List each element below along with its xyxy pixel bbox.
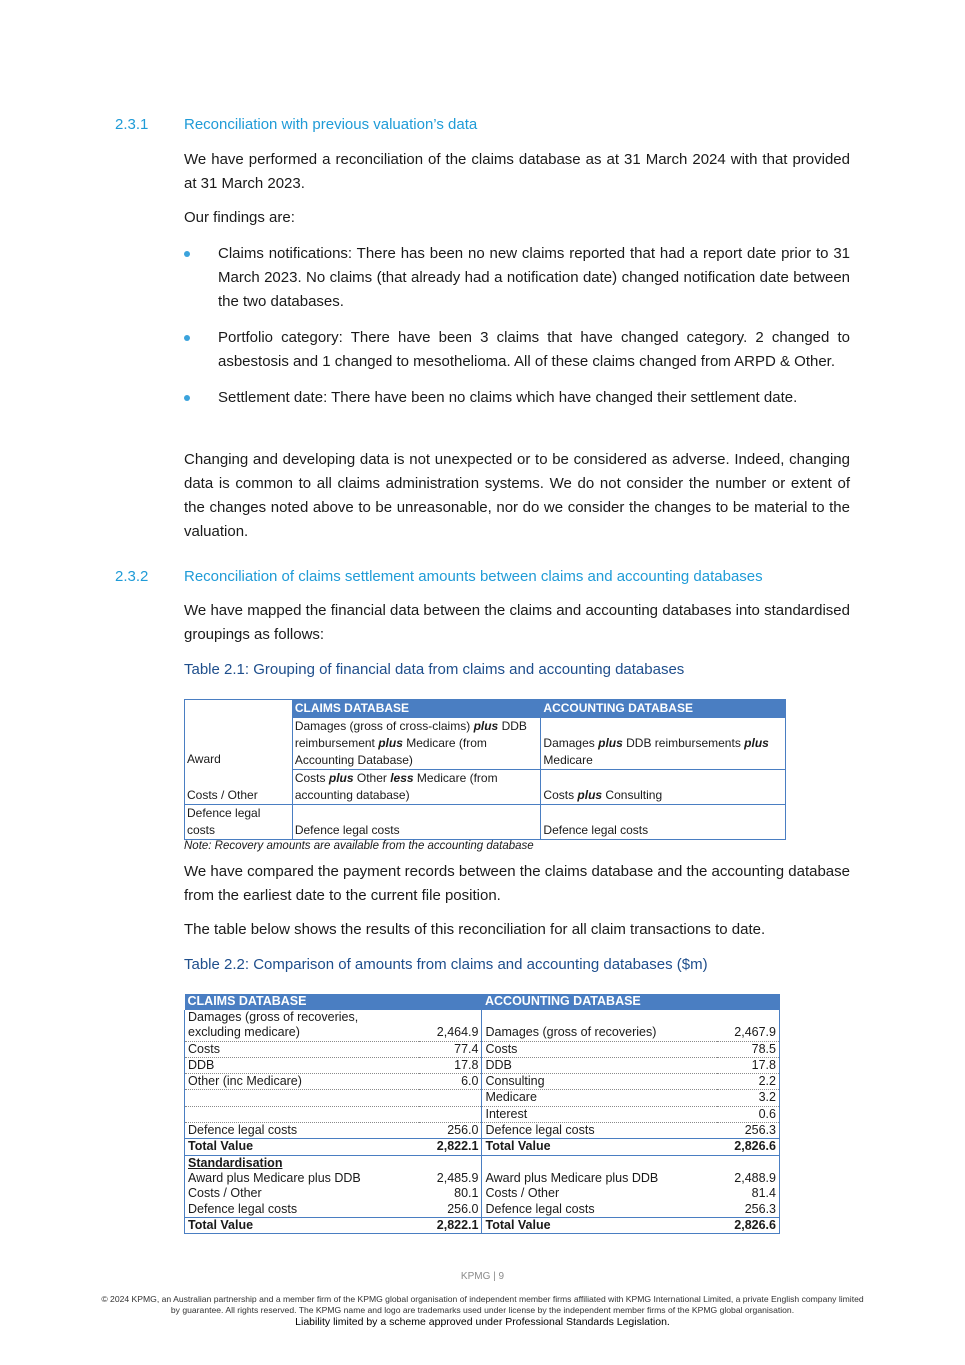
total-row: Total Value 2,822.1 Total Value 2,826.6 [185,1217,780,1233]
table-row: Costs 77.4 Costs 78.5 [185,1041,780,1057]
liability-notice: Liability limited by a scheme approved under Professional Standards Legislation. [295,1316,670,1328]
group-costs-other: Costs / Other [185,770,293,805]
section-title: Reconciliation with previous valuation’s data [184,116,478,133]
comparison-table [184,994,780,1234]
table-row [185,805,786,840]
list-item: Settlement date: There have been no claims which have changed their settlement date. [184,386,850,410]
section-title: Reconciliation of claims settlement amounts between claims and accounting databases [184,568,763,585]
table-row: Costs / Other 80.1 Costs / Other 81.4 [185,1186,780,1201]
list-item: Claims notifications: There has been no new claims reported that had a report date prior to 31 March 2023. No claims (that already had a notification date) changed notification date between the two databases. [184,242,850,314]
copyright-notice: © 2024 KPMG, an Australian partnership and a member firm of the KPMG global organisation of independent member firms affiliated with KPMG International Limited, a private English company limited by guarantee. All rights reserved. The KPMG name and logo are trademarks used under license by the independent member firms of the KPMG global organisation. [101,1294,864,1315]
group-defence: Defence legal costs [185,805,293,840]
table-header-claims: CLAIMS DATABASE [185,994,482,1010]
table-note: Note: Recovery amounts are available from the accounting database [184,840,534,852]
costs-accounting-cell: Costs plus Consulting [541,770,786,805]
table-header-claims: CLAIMS DATABASE [292,700,541,718]
grouping-table [184,699,786,840]
mapping-paragraph: We have mapped the financial data between the claims and accounting databases into standardised groupings as follows: [184,602,850,643]
table-row: Defence legal costs 256.0 Defence legal costs 256.3 [185,1202,780,1218]
table-row: Damages (gross of recoveries, [185,1010,780,1025]
conclusion-paragraph: Changing and developing data is not unexpected or to be considered as adverse. Indeed, changing data is common to all claims administration systems. We do not consider the number or extent of the changes noted above to be unreasonable, nor do we consider the changes to be material to the valuation. [184,451,850,540]
findings-lead: Our findings are: [184,209,295,226]
table-row: Award plus Medicare plus DDB 2,485.9 Award plus Medicare plus DDB 2,488.9 [185,1171,780,1186]
award-claims-cell: Damages (gross of cross-claims) plus DDB reimbursement plus Medicare (from Accounting Database) [292,718,541,770]
results-paragraph: The table below shows the results of this reconciliation for all claim transactions to date. [184,921,766,938]
bullet-icon [184,335,190,341]
defence-claims-cell: Defence legal costs [292,805,541,840]
section-heading-2-3-2 [115,568,763,585]
defence-accounting-cell: Defence legal costs [541,805,786,840]
table-row: Other (inc Medicare) 6.0 Consulting 2.2 [185,1074,780,1090]
list-item: Portfolio category: There have been 3 claims that have changed category. 2 changed to asbestosis and 1 changed to mesothelioma. All of these claims changed from ARPD & Other. [184,326,850,374]
standardisation-row: Standardisation [185,1155,780,1171]
table-row: Interest 0.6 [185,1106,780,1122]
bullet-icon [184,395,190,401]
costs-claims-cell: Costs plus Other less Medicare (from accounting database) [292,770,541,805]
table-header-row [185,994,780,1010]
compare-paragraph: We have compared the payment records between the claims database and the accounting database from the earliest date to the current file position. [184,863,850,904]
table-header-accounting: ACCOUNTING DATABASE [541,700,786,718]
table-header-accounting: ACCOUNTING DATABASE [482,994,780,1010]
page-number: KPMG | 9 [460,1271,505,1282]
section-heading-2-3-1 [115,116,477,133]
table-row: excluding medicare) 2,464.9 Damages (gross of recoveries) 2,467.9 [185,1025,780,1041]
intro-paragraph: We have performed a reconciliation of the claims database as at 31 March 2024 with that provided at 31 March 2023. [184,151,850,192]
award-accounting-cell: Damages plus DDB reimbursements plus Medicare [541,718,786,770]
table-header-row [185,700,786,718]
total-row: Total Value 2,822.1 Total Value 2,826.6 [185,1139,780,1155]
table-row: Defence legal costs 256.0 Defence legal costs 256.3 [185,1123,780,1139]
section-number: 2.3.1 [115,116,149,133]
table-row: Medicare 3.2 [185,1090,780,1106]
table-2-1-caption: Table 2.1: Grouping of financial data from claims and accounting databases [184,661,685,678]
bullet-icon [184,251,190,257]
table-row [185,770,786,805]
table-row: DDB 17.8 DDB 17.8 [185,1057,780,1073]
section-number: 2.3.2 [115,568,149,585]
findings-list [184,242,850,422]
table-2-2-caption: Table 2.2: Comparison of amounts from claims and accounting databases ($m) [184,956,708,973]
group-award: Award [187,752,221,766]
